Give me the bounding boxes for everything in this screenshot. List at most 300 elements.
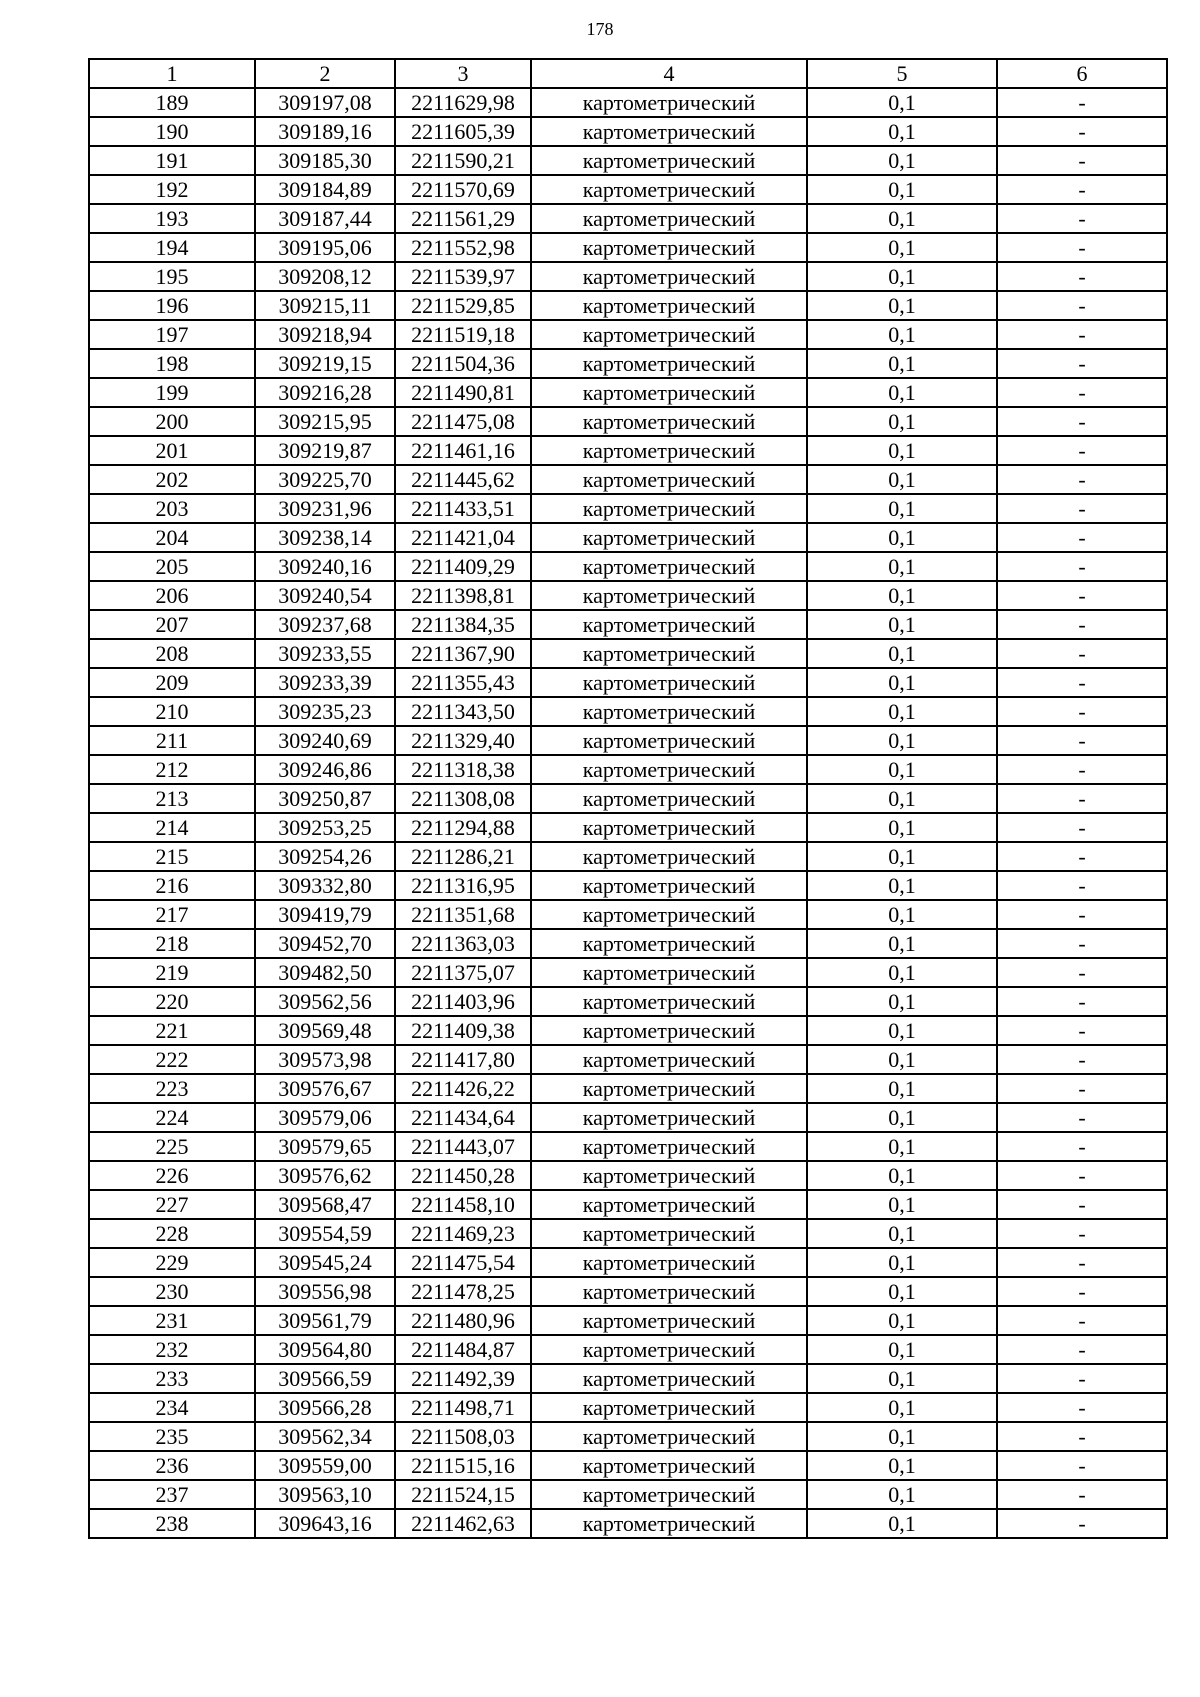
- cell-x-coordinate: 309579,65: [255, 1132, 395, 1161]
- cell-description: -: [997, 465, 1167, 494]
- cell-y-coordinate: 2211529,85: [395, 291, 531, 320]
- cell-description: -: [997, 494, 1167, 523]
- table-row: [89, 204, 1167, 233]
- cell-y-coordinate: 2211475,08: [395, 407, 531, 436]
- cell-point-number: 194: [89, 233, 255, 262]
- cell-description: -: [997, 1451, 1167, 1480]
- cell-point-number: 231: [89, 1306, 255, 1335]
- table-row: [89, 1364, 1167, 1393]
- cell-method: картометрический: [531, 1074, 807, 1103]
- table-row: [89, 668, 1167, 697]
- cell-method: картометрический: [531, 175, 807, 204]
- cell-y-coordinate: 2211508,03: [395, 1422, 531, 1451]
- table-row: [89, 1132, 1167, 1161]
- cell-x-coordinate: 309250,87: [255, 784, 395, 813]
- cell-accuracy: 0,1: [807, 465, 997, 494]
- cell-point-number: 208: [89, 639, 255, 668]
- cell-y-coordinate: 2211450,28: [395, 1161, 531, 1190]
- cell-point-number: 193: [89, 204, 255, 233]
- cell-x-coordinate: 309219,87: [255, 436, 395, 465]
- cell-method: картометрический: [531, 1451, 807, 1480]
- cell-y-coordinate: 2211561,29: [395, 204, 531, 233]
- table-row: [89, 378, 1167, 407]
- cell-accuracy: 0,1: [807, 1103, 997, 1132]
- cell-method: картометрический: [531, 494, 807, 523]
- cell-description: -: [997, 320, 1167, 349]
- table-row: [89, 842, 1167, 871]
- cell-x-coordinate: 309233,39: [255, 668, 395, 697]
- cell-description: -: [997, 1248, 1167, 1277]
- cell-description: -: [997, 697, 1167, 726]
- table-row: [89, 146, 1167, 175]
- cell-method: картометрический: [531, 842, 807, 871]
- cell-accuracy: 0,1: [807, 1190, 997, 1219]
- cell-point-number: 233: [89, 1364, 255, 1393]
- cell-x-coordinate: 309566,59: [255, 1364, 395, 1393]
- cell-accuracy: 0,1: [807, 987, 997, 1016]
- cell-x-coordinate: 309545,24: [255, 1248, 395, 1277]
- cell-accuracy: 0,1: [807, 1045, 997, 1074]
- cell-description: -: [997, 349, 1167, 378]
- cell-x-coordinate: 309187,44: [255, 204, 395, 233]
- cell-accuracy: 0,1: [807, 436, 997, 465]
- cell-point-number: 201: [89, 436, 255, 465]
- cell-accuracy: 0,1: [807, 407, 997, 436]
- cell-method: картометрический: [531, 1248, 807, 1277]
- cell-point-number: 198: [89, 349, 255, 378]
- cell-x-coordinate: 309233,55: [255, 639, 395, 668]
- table-row: [89, 523, 1167, 552]
- cell-point-number: 207: [89, 610, 255, 639]
- cell-y-coordinate: 2211539,97: [395, 262, 531, 291]
- table-body: [89, 59, 1167, 1538]
- cell-accuracy: 0,1: [807, 523, 997, 552]
- cell-description: -: [997, 987, 1167, 1016]
- cell-y-coordinate: 2211329,40: [395, 726, 531, 755]
- page-number: 178: [586, 19, 614, 39]
- table-row: [89, 900, 1167, 929]
- cell-point-number: 229: [89, 1248, 255, 1277]
- cell-accuracy: 0,1: [807, 784, 997, 813]
- cell-method: картометрический: [531, 1364, 807, 1393]
- cell-accuracy: 0,1: [807, 233, 997, 262]
- cell-point-number: 238: [89, 1509, 255, 1538]
- cell-accuracy: 0,1: [807, 1016, 997, 1045]
- cell-accuracy: 0,1: [807, 668, 997, 697]
- cell-method: картометрический: [531, 1132, 807, 1161]
- cell-y-coordinate: 2211409,38: [395, 1016, 531, 1045]
- cell-x-coordinate: 309215,11: [255, 291, 395, 320]
- cell-method: картометрический: [531, 1277, 807, 1306]
- cell-method: картометрический: [531, 436, 807, 465]
- cell-y-coordinate: 2211462,63: [395, 1509, 531, 1538]
- cell-y-coordinate: 2211570,69: [395, 175, 531, 204]
- header-cell-2: 2: [255, 59, 395, 88]
- cell-accuracy: 0,1: [807, 929, 997, 958]
- cell-method: картометрический: [531, 291, 807, 320]
- table-row: [89, 813, 1167, 842]
- cell-point-number: 230: [89, 1277, 255, 1306]
- cell-method: картометрический: [531, 88, 807, 117]
- cell-accuracy: 0,1: [807, 1248, 997, 1277]
- cell-x-coordinate: 309225,70: [255, 465, 395, 494]
- cell-accuracy: 0,1: [807, 146, 997, 175]
- cell-x-coordinate: 309240,16: [255, 552, 395, 581]
- cell-point-number: 213: [89, 784, 255, 813]
- cell-x-coordinate: 309566,28: [255, 1393, 395, 1422]
- cell-y-coordinate: 2211490,81: [395, 378, 531, 407]
- cell-x-coordinate: 309253,25: [255, 813, 395, 842]
- table-row: [89, 784, 1167, 813]
- cell-point-number: 220: [89, 987, 255, 1016]
- cell-accuracy: 0,1: [807, 1509, 997, 1538]
- cell-y-coordinate: 2211433,51: [395, 494, 531, 523]
- cell-y-coordinate: 2211343,50: [395, 697, 531, 726]
- cell-x-coordinate: 309419,79: [255, 900, 395, 929]
- cell-method: картометрический: [531, 755, 807, 784]
- cell-x-coordinate: 309579,06: [255, 1103, 395, 1132]
- cell-y-coordinate: 2211316,95: [395, 871, 531, 900]
- cell-description: -: [997, 88, 1167, 117]
- cell-point-number: 215: [89, 842, 255, 871]
- cell-x-coordinate: 309189,16: [255, 117, 395, 146]
- table-row: [89, 465, 1167, 494]
- cell-x-coordinate: 309573,98: [255, 1045, 395, 1074]
- table-row: [89, 494, 1167, 523]
- cell-accuracy: 0,1: [807, 552, 997, 581]
- cell-x-coordinate: 309240,69: [255, 726, 395, 755]
- cell-description: -: [997, 1074, 1167, 1103]
- cell-method: картометрический: [531, 1393, 807, 1422]
- cell-method: картометрический: [531, 1045, 807, 1074]
- cell-accuracy: 0,1: [807, 697, 997, 726]
- cell-description: -: [997, 1277, 1167, 1306]
- cell-method: картометрический: [531, 1335, 807, 1364]
- cell-description: -: [997, 755, 1167, 784]
- cell-description: -: [997, 958, 1167, 987]
- cell-point-number: 236: [89, 1451, 255, 1480]
- table-row: [89, 755, 1167, 784]
- cell-y-coordinate: 2211458,10: [395, 1190, 531, 1219]
- cell-method: картометрический: [531, 697, 807, 726]
- cell-x-coordinate: 309562,56: [255, 987, 395, 1016]
- cell-accuracy: 0,1: [807, 1393, 997, 1422]
- cell-point-number: 204: [89, 523, 255, 552]
- cell-point-number: 196: [89, 291, 255, 320]
- cell-method: картометрический: [531, 204, 807, 233]
- cell-description: -: [997, 523, 1167, 552]
- cell-y-coordinate: 2211469,23: [395, 1219, 531, 1248]
- cell-method: картометрический: [531, 958, 807, 987]
- cell-accuracy: 0,1: [807, 755, 997, 784]
- cell-point-number: 192: [89, 175, 255, 204]
- cell-point-number: 237: [89, 1480, 255, 1509]
- cell-point-number: 223: [89, 1074, 255, 1103]
- cell-point-number: 195: [89, 262, 255, 291]
- cell-x-coordinate: 309240,54: [255, 581, 395, 610]
- cell-point-number: 210: [89, 697, 255, 726]
- cell-description: -: [997, 1016, 1167, 1045]
- cell-description: -: [997, 1306, 1167, 1335]
- table-row: [89, 1451, 1167, 1480]
- cell-method: картометрический: [531, 900, 807, 929]
- cell-method: картометрический: [531, 1161, 807, 1190]
- cell-y-coordinate: 2211426,22: [395, 1074, 531, 1103]
- cell-y-coordinate: 2211461,16: [395, 436, 531, 465]
- cell-accuracy: 0,1: [807, 262, 997, 291]
- cell-x-coordinate: 309184,89: [255, 175, 395, 204]
- cell-y-coordinate: 2211409,29: [395, 552, 531, 581]
- cell-y-coordinate: 2211524,15: [395, 1480, 531, 1509]
- cell-point-number: 199: [89, 378, 255, 407]
- table-row: [89, 1161, 1167, 1190]
- cell-point-number: 214: [89, 813, 255, 842]
- cell-x-coordinate: 309332,80: [255, 871, 395, 900]
- cell-method: картометрический: [531, 1480, 807, 1509]
- cell-point-number: 224: [89, 1103, 255, 1132]
- cell-point-number: 217: [89, 900, 255, 929]
- table-row: [89, 726, 1167, 755]
- cell-accuracy: 0,1: [807, 842, 997, 871]
- cell-x-coordinate: 309569,48: [255, 1016, 395, 1045]
- cell-method: картометрический: [531, 320, 807, 349]
- cell-description: -: [997, 407, 1167, 436]
- cell-x-coordinate: 309576,62: [255, 1161, 395, 1190]
- cell-description: -: [997, 117, 1167, 146]
- cell-method: картометрический: [531, 262, 807, 291]
- cell-description: -: [997, 581, 1167, 610]
- table-row: [89, 117, 1167, 146]
- cell-x-coordinate: 309568,47: [255, 1190, 395, 1219]
- cell-description: -: [997, 668, 1167, 697]
- cell-x-coordinate: 309643,16: [255, 1509, 395, 1538]
- cell-method: картометрический: [531, 610, 807, 639]
- cell-point-number: 190: [89, 117, 255, 146]
- cell-x-coordinate: 309562,34: [255, 1422, 395, 1451]
- cell-point-number: 211: [89, 726, 255, 755]
- cell-method: картометрический: [531, 1016, 807, 1045]
- cell-point-number: 235: [89, 1422, 255, 1451]
- cell-method: картометрический: [531, 1190, 807, 1219]
- cell-accuracy: 0,1: [807, 610, 997, 639]
- cell-accuracy: 0,1: [807, 117, 997, 146]
- cell-accuracy: 0,1: [807, 1306, 997, 1335]
- header-cell-4: 4: [531, 59, 807, 88]
- cell-y-coordinate: 2211294,88: [395, 813, 531, 842]
- table-row: [89, 552, 1167, 581]
- cell-accuracy: 0,1: [807, 900, 997, 929]
- cell-y-coordinate: 2211403,96: [395, 987, 531, 1016]
- cell-accuracy: 0,1: [807, 291, 997, 320]
- cell-x-coordinate: 309237,68: [255, 610, 395, 639]
- cell-point-number: 226: [89, 1161, 255, 1190]
- cell-accuracy: 0,1: [807, 726, 997, 755]
- table-row: [89, 1393, 1167, 1422]
- cell-x-coordinate: 309231,96: [255, 494, 395, 523]
- cell-x-coordinate: 309218,94: [255, 320, 395, 349]
- cell-accuracy: 0,1: [807, 204, 997, 233]
- table-row: [89, 1480, 1167, 1509]
- cell-y-coordinate: 2211515,16: [395, 1451, 531, 1480]
- cell-y-coordinate: 2211363,03: [395, 929, 531, 958]
- cell-method: картометрический: [531, 813, 807, 842]
- cell-method: картометрический: [531, 784, 807, 813]
- cell-y-coordinate: 2211519,18: [395, 320, 531, 349]
- cell-description: -: [997, 1103, 1167, 1132]
- header-cell-1: 1: [89, 59, 255, 88]
- cell-accuracy: 0,1: [807, 1364, 997, 1393]
- cell-accuracy: 0,1: [807, 871, 997, 900]
- cell-description: -: [997, 436, 1167, 465]
- cell-method: картометрический: [531, 523, 807, 552]
- cell-x-coordinate: 309238,14: [255, 523, 395, 552]
- cell-method: картометрический: [531, 349, 807, 378]
- table-row: [89, 1306, 1167, 1335]
- cell-x-coordinate: 309564,80: [255, 1335, 395, 1364]
- cell-accuracy: 0,1: [807, 639, 997, 668]
- cell-description: -: [997, 204, 1167, 233]
- table-row: [89, 175, 1167, 204]
- table-row: [89, 88, 1167, 117]
- cell-point-number: 200: [89, 407, 255, 436]
- table-row: [89, 958, 1167, 987]
- cell-x-coordinate: 309254,26: [255, 842, 395, 871]
- cell-description: -: [997, 1335, 1167, 1364]
- table-row: [89, 1422, 1167, 1451]
- cell-accuracy: 0,1: [807, 581, 997, 610]
- cell-method: картометрический: [531, 1306, 807, 1335]
- cell-method: картометрический: [531, 871, 807, 900]
- table-row: [89, 407, 1167, 436]
- cell-x-coordinate: 309576,67: [255, 1074, 395, 1103]
- cell-description: -: [997, 900, 1167, 929]
- cell-x-coordinate: 309482,50: [255, 958, 395, 987]
- table-row: [89, 233, 1167, 262]
- cell-accuracy: 0,1: [807, 378, 997, 407]
- cell-x-coordinate: 309215,95: [255, 407, 395, 436]
- table-row: [89, 929, 1167, 958]
- cell-point-number: 202: [89, 465, 255, 494]
- cell-accuracy: 0,1: [807, 88, 997, 117]
- cell-y-coordinate: 2211286,21: [395, 842, 531, 871]
- cell-point-number: 209: [89, 668, 255, 697]
- cell-x-coordinate: 309563,10: [255, 1480, 395, 1509]
- cell-method: картометрический: [531, 233, 807, 262]
- cell-method: картометрический: [531, 117, 807, 146]
- cell-method: картометрический: [531, 987, 807, 1016]
- cell-description: -: [997, 1045, 1167, 1074]
- table-row: [89, 1277, 1167, 1306]
- cell-method: картометрический: [531, 378, 807, 407]
- cell-y-coordinate: 2211445,62: [395, 465, 531, 494]
- cell-accuracy: 0,1: [807, 958, 997, 987]
- cell-y-coordinate: 2211434,64: [395, 1103, 531, 1132]
- cell-x-coordinate: 309452,70: [255, 929, 395, 958]
- cell-accuracy: 0,1: [807, 1335, 997, 1364]
- cell-point-number: 197: [89, 320, 255, 349]
- cell-y-coordinate: 2211478,25: [395, 1277, 531, 1306]
- table-row: [89, 581, 1167, 610]
- cell-accuracy: 0,1: [807, 813, 997, 842]
- cell-description: -: [997, 1480, 1167, 1509]
- cell-description: -: [997, 378, 1167, 407]
- table-row: [89, 1074, 1167, 1103]
- cell-x-coordinate: 309556,98: [255, 1277, 395, 1306]
- table-row: [89, 436, 1167, 465]
- cell-point-number: 218: [89, 929, 255, 958]
- cell-x-coordinate: 309216,28: [255, 378, 395, 407]
- cell-description: -: [997, 233, 1167, 262]
- cell-y-coordinate: 2211421,04: [395, 523, 531, 552]
- cell-method: картометрический: [531, 639, 807, 668]
- cell-accuracy: 0,1: [807, 494, 997, 523]
- table-row: [89, 320, 1167, 349]
- table-row: [89, 1219, 1167, 1248]
- cell-description: -: [997, 871, 1167, 900]
- cell-x-coordinate: 309559,00: [255, 1451, 395, 1480]
- cell-method: картометрический: [531, 1422, 807, 1451]
- cell-description: -: [997, 1161, 1167, 1190]
- cell-accuracy: 0,1: [807, 1451, 997, 1480]
- cell-x-coordinate: 309197,08: [255, 88, 395, 117]
- cell-point-number: 228: [89, 1219, 255, 1248]
- table-row: [89, 610, 1167, 639]
- cell-accuracy: 0,1: [807, 1161, 997, 1190]
- cell-method: картометрический: [531, 581, 807, 610]
- cell-y-coordinate: 2211375,07: [395, 958, 531, 987]
- cell-x-coordinate: 309561,79: [255, 1306, 395, 1335]
- cell-accuracy: 0,1: [807, 175, 997, 204]
- cell-method: картометрический: [531, 552, 807, 581]
- table-row: [89, 1045, 1167, 1074]
- cell-accuracy: 0,1: [807, 320, 997, 349]
- cell-point-number: 232: [89, 1335, 255, 1364]
- table-row: [89, 1509, 1167, 1538]
- cell-y-coordinate: 2211351,68: [395, 900, 531, 929]
- cell-description: -: [997, 1422, 1167, 1451]
- cell-x-coordinate: 309246,86: [255, 755, 395, 784]
- cell-y-coordinate: 2211504,36: [395, 349, 531, 378]
- cell-point-number: 227: [89, 1190, 255, 1219]
- cell-description: -: [997, 262, 1167, 291]
- cell-x-coordinate: 309219,15: [255, 349, 395, 378]
- header-row: [89, 59, 1167, 88]
- cell-y-coordinate: 2211398,81: [395, 581, 531, 610]
- header-cell-6: 6: [997, 59, 1167, 88]
- cell-description: -: [997, 610, 1167, 639]
- cell-point-number: 222: [89, 1045, 255, 1074]
- cell-method: картометрический: [531, 1219, 807, 1248]
- cell-y-coordinate: 2211475,54: [395, 1248, 531, 1277]
- cell-description: -: [997, 784, 1167, 813]
- cell-x-coordinate: 309235,23: [255, 697, 395, 726]
- cell-method: картометрический: [531, 929, 807, 958]
- cell-description: -: [997, 1219, 1167, 1248]
- table-row: [89, 639, 1167, 668]
- cell-description: -: [997, 1364, 1167, 1393]
- cell-y-coordinate: 2211492,39: [395, 1364, 531, 1393]
- table-row: [89, 1016, 1167, 1045]
- cell-description: -: [997, 291, 1167, 320]
- cell-accuracy: 0,1: [807, 1422, 997, 1451]
- cell-y-coordinate: 2211590,21: [395, 146, 531, 175]
- cell-description: -: [997, 1132, 1167, 1161]
- cell-y-coordinate: 2211629,98: [395, 88, 531, 117]
- cell-point-number: 212: [89, 755, 255, 784]
- cell-y-coordinate: 2211417,80: [395, 1045, 531, 1074]
- cell-point-number: 203: [89, 494, 255, 523]
- cell-y-coordinate: 2211384,35: [395, 610, 531, 639]
